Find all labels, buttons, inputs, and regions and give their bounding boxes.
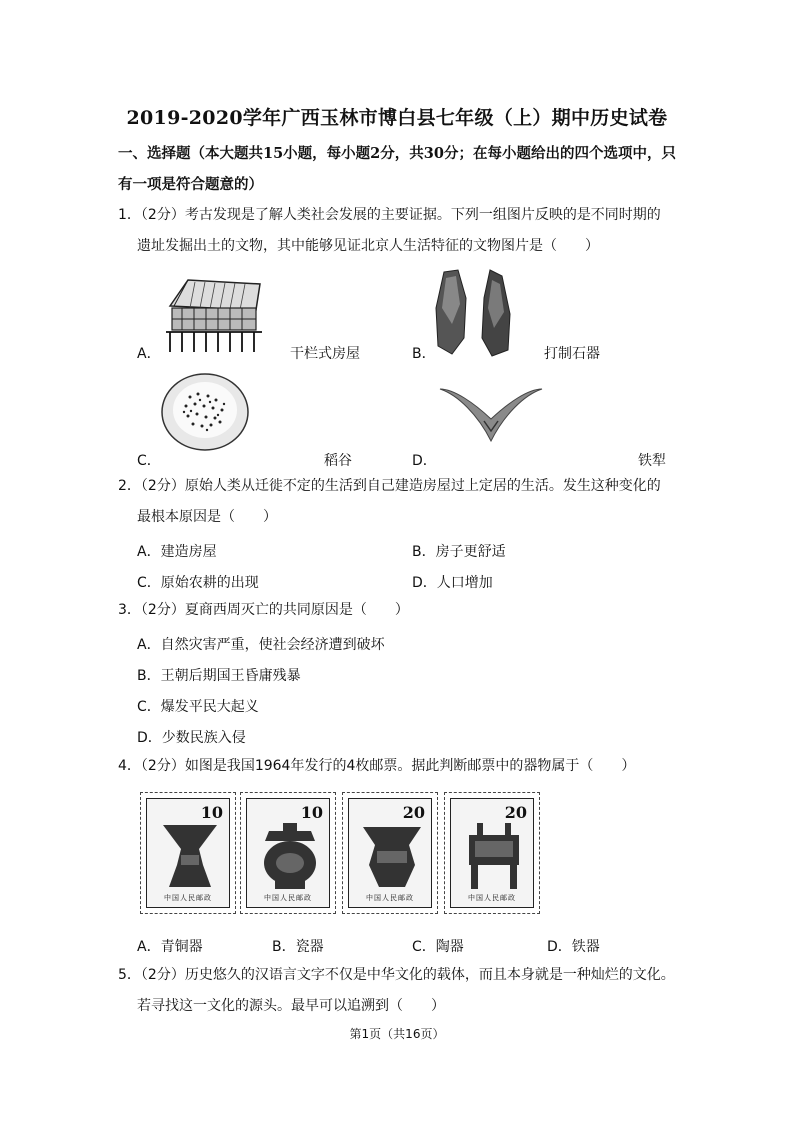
- stamp-3-text: 中国人民邮政: [366, 894, 414, 902]
- q1-option-a-letter: A．: [137, 346, 161, 362]
- stamp-1-value: 10: [200, 803, 223, 822]
- q4-option-a: A．青铜器: [137, 939, 203, 955]
- stamp-2: [240, 792, 336, 914]
- q1-option-c-caption: 稻谷: [324, 453, 352, 469]
- question-5-line-2: 若寻找这一文化的源头。最早可以追溯到（ ）: [137, 998, 445, 1014]
- question-3-line-1: 3．（2分）夏商西周灭亡的共同原因是（ ）: [118, 602, 409, 618]
- q2-option-b: B．房子更舒适: [412, 544, 506, 560]
- page-title: 2019-2020学年广西玉林市博白县七年级（上）期中历史试卷: [126, 107, 668, 129]
- stamp-4: [444, 792, 540, 914]
- q3-option-d: D．少数民族入侵: [137, 730, 246, 746]
- q4-option-d: D．铁器: [547, 939, 600, 955]
- q1-option-b-letter: B．: [412, 346, 436, 362]
- q2-option-c: C．原始农耕的出现: [137, 575, 259, 591]
- q2-option-d: D．人口增加: [412, 575, 493, 591]
- section-header: 一、选择题（本大题共15小题，每小题2分，共30分；在每小题给出的四个选项中，只有一项是符合题意的）: [118, 145, 676, 193]
- q4-option-c: C．陶器: [412, 939, 464, 955]
- q4-option-b: B．瓷器: [272, 939, 324, 955]
- q1-option-d-caption: 铁犁: [638, 453, 666, 469]
- rice-grains-image: [160, 372, 250, 452]
- q1-option-d-letter: D．: [412, 453, 437, 469]
- q2-option-a: A．建造房屋: [137, 544, 217, 560]
- question-5-line-1: 5．（2分）历史悠久的汉语言文字不仅是中华文化的载体，而且本身就是一种灿烂的文化。: [118, 967, 675, 983]
- stamp-4-text: 中国人民邮政: [468, 894, 516, 902]
- chipped-stone-tools-image: [432, 268, 514, 358]
- question-1-line-1: 1．（2分）考古发现是了解人类社会发展的主要证据。下列一组图片反映的是不同时期的: [118, 207, 661, 223]
- q1-option-a-caption: 干栏式房屋: [290, 346, 360, 362]
- stamp-2-text: 中国人民邮政: [264, 894, 312, 902]
- stamp-1-text: 中国人民邮政: [164, 894, 212, 902]
- bronze-ding-vessel-icon: [459, 821, 529, 891]
- q3-option-b: B．王朝后期国王昏庸残暴: [137, 668, 301, 684]
- q3-option-a: A．自然灾害严重，使社会经济遭到破坏: [137, 637, 385, 653]
- iron-plough-image: [438, 385, 544, 445]
- question-1-line-2: 遗址发掘出土的文物，其中能够见证北京人生活特征的文物图片是（ ）: [137, 238, 599, 254]
- stamp-2-value: 10: [300, 803, 323, 822]
- bronze-you-vessel-icon: [255, 821, 325, 891]
- q1-option-c-letter: C．: [137, 453, 161, 469]
- page-footer: 第1页（共16页）: [349, 1027, 445, 1041]
- stamp-1: [140, 792, 236, 914]
- question-2-line-1: 2．（2分）原始人类从迁徙不定的生活到自己建造房屋过上定居的生活。发生这种变化的: [118, 478, 661, 494]
- stamp-3-value: 20: [402, 803, 425, 822]
- bronze-gu-vessel-icon: [155, 821, 225, 891]
- question-2-line-2: 最根本原因是（ ）: [137, 509, 277, 525]
- q1-option-b-caption: 打制石器: [544, 346, 600, 362]
- stamp-4-value: 20: [504, 803, 527, 822]
- question-4-line-1: 4．（2分）如图是我国1964年发行的4枚邮票。据此判断邮票中的器物属于（ ）: [118, 758, 636, 774]
- stamp-3: [342, 792, 438, 914]
- bronze-zun-vessel-icon: [357, 821, 427, 891]
- q3-option-c: C．爆发平民大起义: [137, 699, 259, 715]
- stilt-house-image: [160, 276, 266, 356]
